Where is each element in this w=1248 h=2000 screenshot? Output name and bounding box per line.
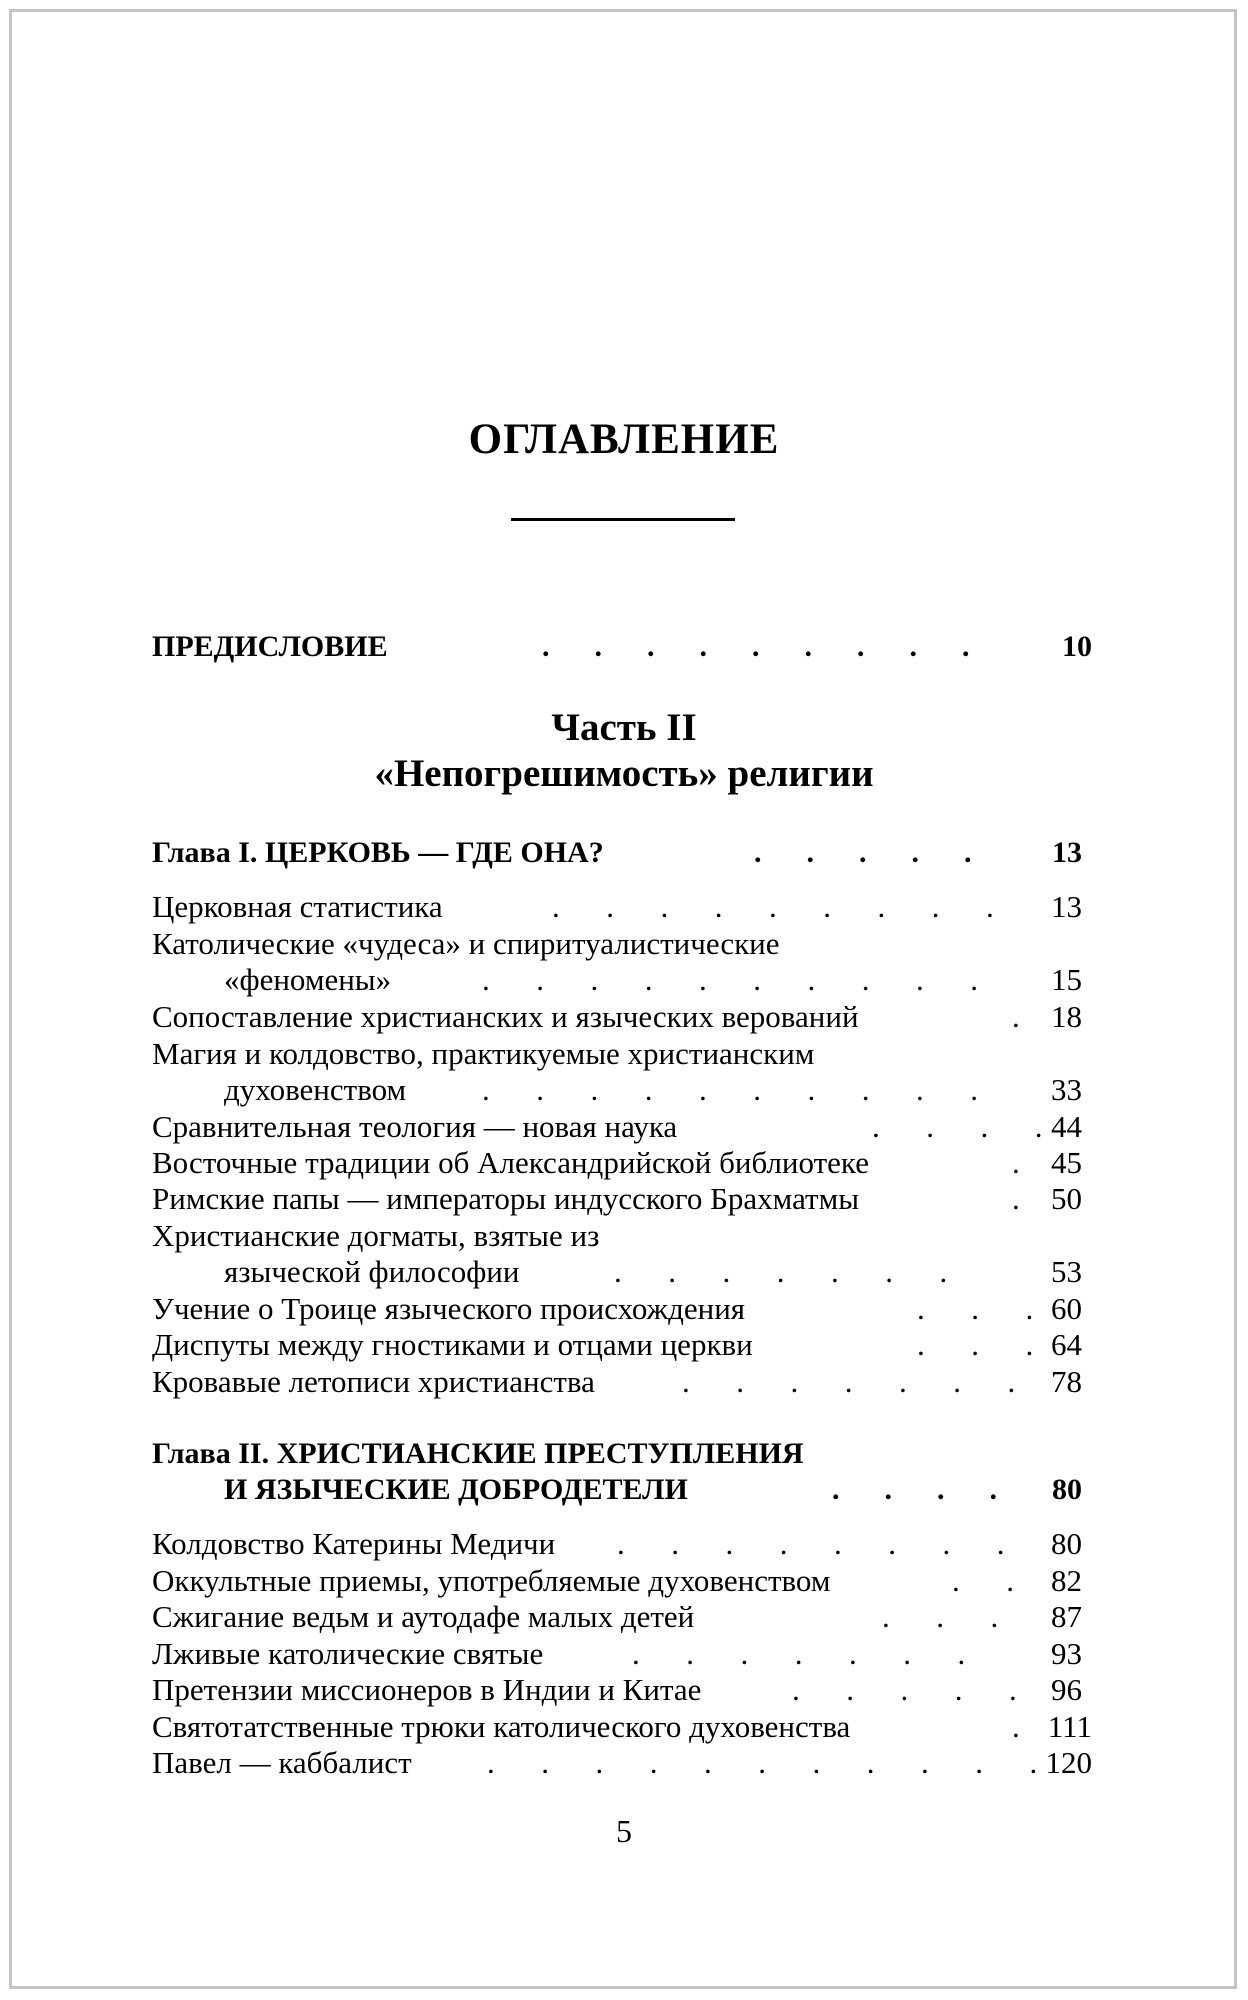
toc-entry-text: Учение о Троице языческого происхождения [152, 1291, 746, 1326]
leader-dots: . . . . . . . [682, 1364, 1016, 1399]
toc-page-number: 13 [1051, 889, 1082, 924]
toc-entry-text: языческой философии [224, 1254, 520, 1289]
leader-dots: . [1012, 999, 1020, 1034]
toc-entry[interactable] [152, 1108, 1092, 1146]
toc-page-number: 111 [1047, 1709, 1092, 1744]
toc-entry[interactable] [152, 998, 1092, 1036]
leader-dots: . [1012, 1709, 1020, 1744]
leader-dots: . [1012, 1181, 1020, 1216]
toc-entry-text: ПРЕДИСЛОВИЕ [152, 630, 388, 663]
toc-entry[interactable] [152, 1326, 1092, 1364]
leader-dots: . . . . . . . . . . . [487, 1745, 1038, 1780]
leader-dots: . . . [917, 1327, 1034, 1362]
leader-dots: . . . . . [754, 836, 972, 869]
toc-entry[interactable] [152, 1363, 1092, 1401]
toc-page-number: 10 [1062, 630, 1092, 663]
toc-entry-text: Сопоставление христианских и языческих верований [152, 999, 859, 1034]
toc-chapter-2-continuation[interactable] [152, 1471, 1092, 1509]
page-title: ОГЛАВЛЕНИЕ [468, 416, 780, 463]
toc-page-number: 13 [1052, 836, 1082, 869]
leader-dots: . . . . [832, 1473, 997, 1506]
leader-dots: . . . . . . . . . [552, 889, 994, 924]
toc-entry-text: Магия и колдовство, практикуемые христианским [152, 1036, 815, 1071]
leader-dots: . . . . . [792, 1672, 1017, 1707]
leader-dots: . . . . . . . . . . [482, 1072, 978, 1107]
toc-chapter-2[interactable] [152, 1435, 1092, 1473]
leader-dots: . . [952, 1563, 1014, 1598]
leader-dots: . . . [917, 1291, 1034, 1326]
toc-entry-text: Диспуты между гностиками и отцами церкви [152, 1327, 753, 1362]
toc-entry-text: Восточные традиции об Александрийской библиотеке [152, 1145, 869, 1180]
toc-entry-text: Церковная статистика [152, 889, 443, 924]
leader-dots: . . . [882, 1599, 999, 1634]
toc-page-number: 93 [1051, 1636, 1082, 1671]
toc-entry-continuation[interactable] [152, 1253, 1092, 1291]
toc-chapter-1[interactable] [152, 834, 1092, 872]
toc-page-number: 53 [1051, 1254, 1082, 1289]
toc-entry[interactable] [152, 925, 1092, 963]
toc-entry[interactable] [152, 1144, 1092, 1182]
toc-entry-text: Кровавые летописи христианства [152, 1364, 595, 1399]
toc-entry-text: Оккультные приемы, употребляемые духовенством [152, 1563, 831, 1598]
toc-entry-text: «феномены» [224, 962, 392, 997]
leader-dots: . . . . . . . [614, 1254, 948, 1289]
toc-entry[interactable] [152, 1180, 1092, 1218]
toc-entry-text: духовенством [224, 1072, 407, 1107]
toc-page-number: 80 [1052, 1473, 1082, 1506]
toc-entry-text: Претензии миссионеров в Индии и Китае [152, 1672, 702, 1707]
leader-dots: . . . . . . . . . . [482, 962, 978, 997]
toc-page-number: 80 [1051, 1526, 1082, 1561]
toc-page-number: 44 [1051, 1109, 1082, 1144]
leader-dots: . . . . . . . [632, 1636, 966, 1671]
toc-page-number: 18 [1051, 999, 1082, 1034]
toc-entry-text: Колдовство Катерины Медичи [152, 1526, 556, 1561]
toc-entry-continuation[interactable] [152, 1071, 1092, 1109]
part-heading-line2: «Непогрешимость» религии [374, 752, 874, 795]
toc-page-number: 15 [1051, 962, 1082, 997]
toc-page-number: 45 [1051, 1145, 1082, 1180]
leader-dots: . . . . . . . . . [542, 630, 970, 663]
toc-entry-continuation[interactable] [152, 961, 1092, 999]
toc-entry-text: Христианские догматы, взятые из [152, 1218, 600, 1253]
toc-page-number: 82 [1051, 1563, 1082, 1598]
toc-entry[interactable] [152, 888, 1092, 926]
toc-page-number: 50 [1051, 1181, 1082, 1216]
toc-entry-preface[interactable] [152, 628, 1092, 666]
toc-page-number: 60 [1051, 1291, 1082, 1326]
toc-entry-text: Лживые католические святые [152, 1636, 544, 1671]
toc-entry-text: Сравнительная теология — новая наука [152, 1109, 678, 1144]
leader-dots: . . . . . . . . [617, 1526, 1005, 1561]
page-number: 5 [616, 1813, 632, 1849]
leader-dots: . . . . [872, 1109, 1043, 1144]
toc-entry[interactable] [152, 1562, 1092, 1600]
toc-entry[interactable] [152, 1708, 1092, 1746]
toc-entry-text: Католические «чудеса» и спиритуалистические [152, 926, 780, 961]
toc-entry[interactable] [152, 1671, 1092, 1709]
toc-entry-text: Павел — каббалист [152, 1745, 412, 1780]
leader-dots: . [1012, 1145, 1020, 1180]
toc-page-number: 96 [1051, 1672, 1082, 1707]
toc-entry-text: Святотатственные трюки католического духовенства [152, 1709, 851, 1744]
part-heading-line1: Часть II [551, 706, 697, 749]
toc-entry[interactable] [152, 1217, 1092, 1255]
toc-entry-text: Глава I. ЦЕРКОВЬ — ГДЕ ОНА? [152, 836, 604, 869]
toc-entry-text: Сжигание ведьм и аутодафе малых детей [152, 1599, 695, 1634]
toc-entry[interactable] [152, 1598, 1092, 1636]
toc-entry[interactable] [152, 1035, 1092, 1073]
toc-page-number: 87 [1051, 1599, 1082, 1634]
toc-entry-text: И ЯЗЫЧЕСКИЕ ДОБРОДЕТЕЛИ [224, 1473, 688, 1506]
toc-page-number: 120 [1045, 1745, 1092, 1780]
toc-entry-text: Римские папы — императоры индусского Брахматмы [152, 1181, 860, 1216]
toc-entry[interactable] [152, 1635, 1092, 1673]
toc-entry[interactable] [152, 1525, 1092, 1563]
toc-page-number: 64 [1051, 1327, 1082, 1362]
toc-page-number: 78 [1051, 1364, 1082, 1399]
toc-entry-text: Глава II. ХРИСТИАНСКИЕ ПРЕСТУПЛЕНИЯ [152, 1437, 804, 1470]
toc-entry[interactable] [152, 1744, 1092, 1782]
toc-page-number: 33 [1051, 1072, 1082, 1107]
toc-entry[interactable] [152, 1290, 1092, 1328]
